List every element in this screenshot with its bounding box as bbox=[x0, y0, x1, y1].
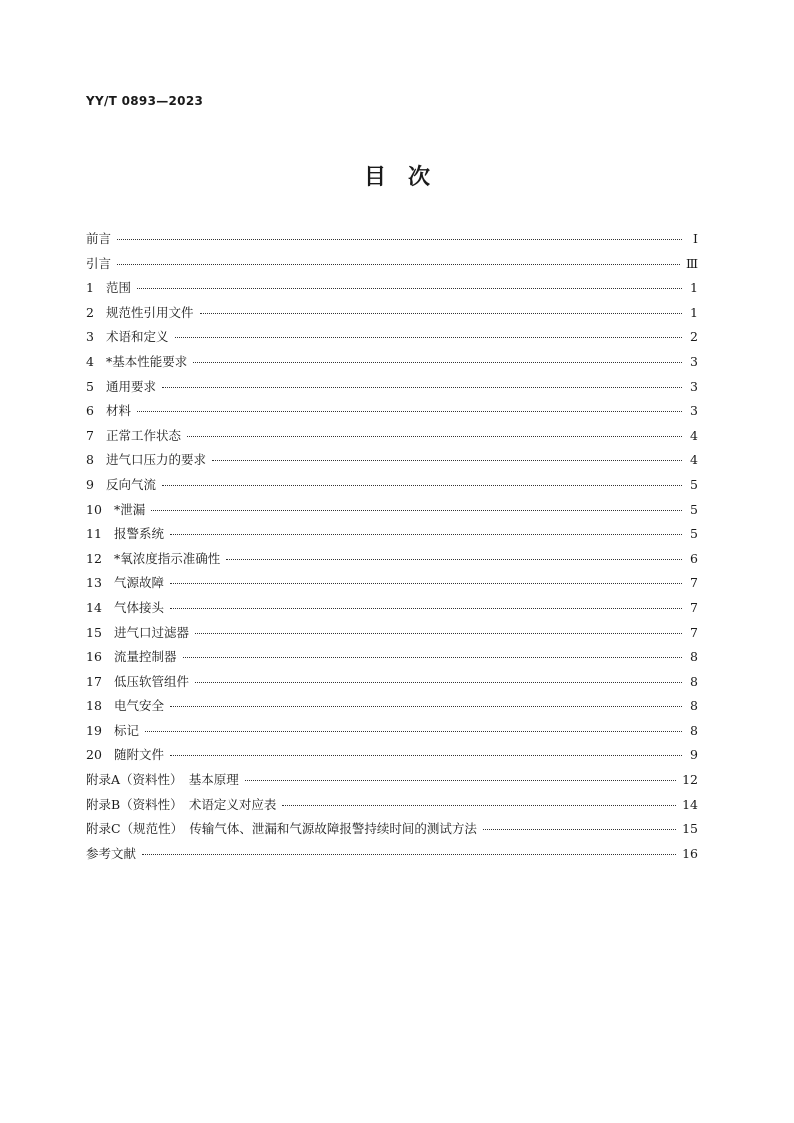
toc-entry-page: 2 bbox=[690, 329, 698, 345]
toc-entry[interactable] bbox=[86, 670, 698, 695]
toc-entry-page: 6 bbox=[690, 550, 698, 566]
toc-entry[interactable] bbox=[86, 719, 698, 744]
toc-entry-title: 正常工作状态 bbox=[106, 427, 182, 443]
toc-entry-title: 规范性引用文件 bbox=[106, 304, 194, 320]
dot-leader bbox=[183, 657, 682, 658]
toc-entry-page: 5 bbox=[690, 476, 698, 492]
toc-entry-title: 气源故障 bbox=[114, 575, 165, 591]
toc-entry-page: 16 bbox=[682, 845, 698, 861]
document-code: YY/T 0893—2023 bbox=[86, 94, 204, 108]
toc-entry[interactable] bbox=[86, 694, 698, 719]
toc-entry-page: 7 bbox=[690, 575, 698, 591]
toc-entry-page: 4 bbox=[690, 427, 698, 443]
toc-entry-title: 流量控制器 bbox=[114, 649, 177, 665]
table-of-contents bbox=[86, 227, 698, 866]
toc-entry-number: 17 bbox=[86, 673, 102, 689]
toc-entry-number: 16 bbox=[86, 649, 102, 665]
toc-entry-page: 15 bbox=[682, 821, 698, 837]
toc-entry-title: 范围 bbox=[106, 280, 132, 296]
dot-leader bbox=[117, 264, 680, 265]
toc-entry[interactable] bbox=[86, 276, 698, 301]
toc-entry-page: 5 bbox=[690, 501, 698, 517]
toc-entry-page: 5 bbox=[690, 526, 698, 542]
toc-entry-title: 低压软管组件 bbox=[114, 673, 190, 689]
toc-entry-page: 8 bbox=[690, 673, 698, 689]
toc-entry-title: *氧浓度指示准确性 bbox=[114, 550, 221, 566]
dot-leader bbox=[142, 854, 676, 855]
toc-entry-title: 参考文献 bbox=[86, 845, 137, 861]
toc-entry-number: 20 bbox=[86, 747, 102, 763]
toc-entry-title: 随附文件 bbox=[114, 747, 165, 763]
toc-entry[interactable] bbox=[86, 645, 698, 670]
toc-entry-page: 8 bbox=[690, 722, 698, 738]
toc-entry-title: *基本性能要求 bbox=[106, 353, 188, 369]
dot-leader bbox=[187, 436, 682, 437]
toc-entry-number: 7 bbox=[86, 427, 94, 443]
toc-entry-number: 14 bbox=[86, 599, 102, 615]
dot-leader bbox=[162, 387, 682, 388]
dot-leader bbox=[137, 288, 682, 289]
toc-entry-page: 12 bbox=[682, 772, 698, 788]
toc-entry[interactable] bbox=[86, 621, 698, 646]
toc-entry[interactable] bbox=[86, 571, 698, 596]
toc-entry[interactable] bbox=[86, 793, 698, 818]
toc-entry-title: 标记 bbox=[114, 722, 140, 738]
toc-entry-title: 电气安全 bbox=[114, 698, 165, 714]
toc-entry[interactable] bbox=[86, 817, 698, 842]
toc-entry-page: 8 bbox=[690, 698, 698, 714]
dot-leader bbox=[137, 411, 682, 412]
dot-leader bbox=[151, 510, 682, 511]
dot-leader bbox=[170, 534, 682, 535]
toc-entry[interactable] bbox=[86, 596, 698, 621]
toc-entry-number: 3 bbox=[86, 329, 94, 345]
toc-entry[interactable] bbox=[86, 375, 698, 400]
toc-entry-title: 引言 bbox=[86, 255, 112, 271]
dot-leader bbox=[170, 608, 682, 609]
toc-entry[interactable] bbox=[86, 227, 698, 252]
toc-entry-title: 附录B（资料性） 术语定义对应表 bbox=[86, 796, 277, 812]
toc-entry-title: 反向气流 bbox=[106, 476, 157, 492]
toc-entry[interactable] bbox=[86, 325, 698, 350]
toc-entry-number: 6 bbox=[86, 403, 94, 419]
toc-entry-number: 11 bbox=[86, 526, 102, 542]
toc-entry[interactable] bbox=[86, 399, 698, 424]
dot-leader bbox=[175, 337, 682, 338]
toc-entry-number: 8 bbox=[86, 452, 94, 468]
toc-entry[interactable] bbox=[86, 743, 698, 768]
toc-entry[interactable] bbox=[86, 252, 698, 277]
toc-entry[interactable] bbox=[86, 522, 698, 547]
dot-leader bbox=[282, 805, 676, 806]
toc-entry-title: 附录A（资料性） 基本原理 bbox=[86, 772, 239, 788]
toc-entry-page: 7 bbox=[690, 624, 698, 640]
toc-entry-page: 1 bbox=[690, 304, 698, 320]
toc-entry-page: 14 bbox=[682, 796, 698, 812]
toc-entry-page: 3 bbox=[690, 403, 698, 419]
toc-entry-number: 12 bbox=[86, 550, 102, 566]
dot-leader bbox=[195, 682, 682, 683]
toc-entry-page: 7 bbox=[690, 599, 698, 615]
toc-entry-title: 进气口过滤器 bbox=[114, 624, 190, 640]
toc-entry[interactable] bbox=[86, 350, 698, 375]
toc-entry-number: 2 bbox=[86, 304, 94, 320]
toc-entry-title: 进气口压力的要求 bbox=[106, 452, 207, 468]
toc-entry-page: Ⅰ bbox=[693, 231, 698, 246]
toc-entry-title: 材料 bbox=[106, 403, 132, 419]
toc-entry[interactable] bbox=[86, 842, 698, 867]
toc-entry-title: 前言 bbox=[86, 231, 112, 246]
toc-entry-number: 15 bbox=[86, 624, 102, 640]
dot-leader bbox=[193, 362, 682, 363]
toc-entry-number: 1 bbox=[86, 280, 94, 296]
dot-leader bbox=[117, 239, 682, 240]
toc-entry-page: 4 bbox=[690, 452, 698, 468]
toc-entry[interactable] bbox=[86, 448, 698, 473]
dot-leader bbox=[170, 706, 682, 707]
toc-entry-page: 8 bbox=[690, 649, 698, 665]
toc-entry-number: 4 bbox=[86, 353, 94, 369]
dot-leader bbox=[212, 460, 682, 461]
toc-entry-number: 9 bbox=[86, 476, 94, 492]
toc-title: 目 次 bbox=[363, 165, 430, 190]
toc-entry-title: 附录C（规范性） 传输气体、泄漏和气源故障报警持续时间的测试方法 bbox=[86, 821, 477, 837]
toc-entry-title: *泄漏 bbox=[114, 501, 146, 517]
toc-entry-number: 13 bbox=[86, 575, 102, 591]
toc-entry-number: 10 bbox=[86, 501, 102, 517]
dot-leader bbox=[226, 559, 682, 560]
toc-entry-page: 1 bbox=[690, 280, 698, 296]
dot-leader bbox=[170, 583, 682, 584]
toc-entry-page: 3 bbox=[690, 353, 698, 369]
toc-entry[interactable] bbox=[86, 768, 698, 793]
toc-entry-page: 9 bbox=[690, 747, 698, 763]
toc-entry[interactable] bbox=[86, 301, 698, 326]
toc-entry-title: 气体接头 bbox=[114, 599, 165, 615]
toc-entry[interactable] bbox=[86, 547, 698, 572]
dot-leader bbox=[200, 313, 682, 314]
toc-entry-number: 5 bbox=[86, 378, 94, 394]
toc-entry-number: 18 bbox=[86, 698, 102, 714]
dot-leader bbox=[195, 633, 682, 634]
toc-entry[interactable] bbox=[86, 473, 698, 498]
dot-leader bbox=[170, 755, 682, 756]
dot-leader bbox=[483, 829, 676, 830]
toc-entry-title: 报警系统 bbox=[114, 526, 165, 542]
dot-leader bbox=[145, 731, 682, 732]
toc-entry-title: 术语和定义 bbox=[106, 329, 169, 345]
dot-leader bbox=[162, 485, 682, 486]
toc-entry-page: Ⅲ bbox=[685, 255, 698, 271]
toc-entry[interactable] bbox=[86, 498, 698, 523]
toc-entry-title: 通用要求 bbox=[106, 378, 157, 394]
toc-entry[interactable] bbox=[86, 424, 698, 449]
dot-leader bbox=[245, 780, 676, 781]
toc-entry-number: 19 bbox=[86, 722, 102, 738]
toc-entry-page: 3 bbox=[690, 378, 698, 394]
